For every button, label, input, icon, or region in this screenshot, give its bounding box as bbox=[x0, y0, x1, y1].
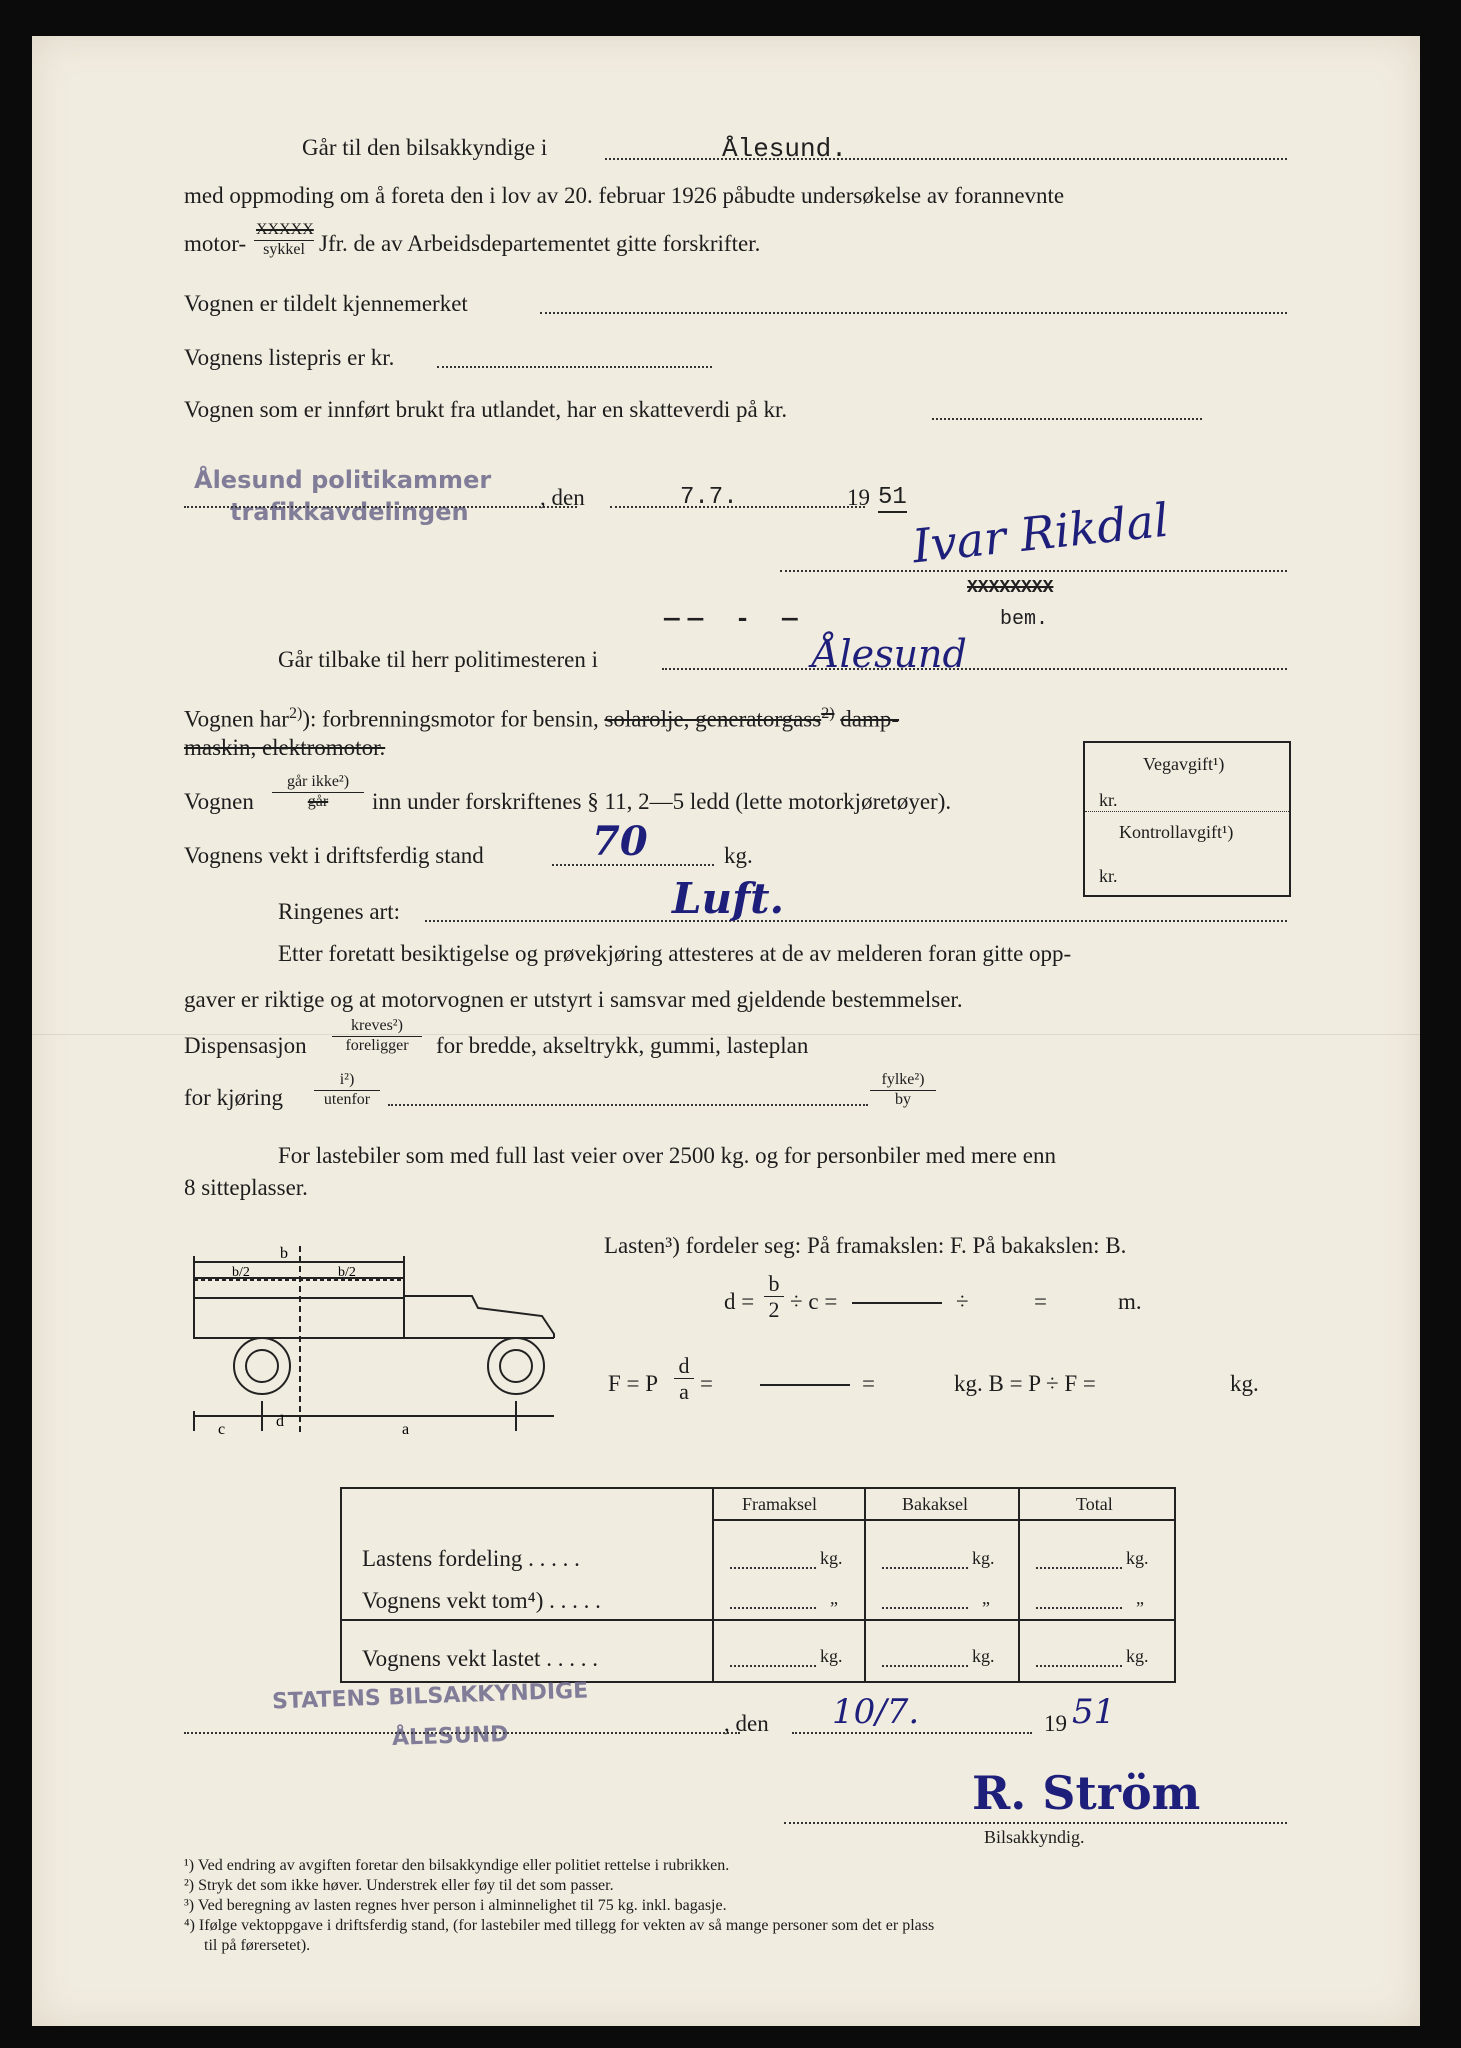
police-stamp-line1: Ålesund politikammer bbox=[194, 466, 492, 494]
goes-text: inn under forskriftenes § 11, 2—5 ledd (lette motorkjøretøyer). bbox=[372, 789, 952, 814]
inspector-stamp-line1: STATENS BILSAKKYNDIGE bbox=[271, 1678, 589, 1715]
import-label: Vognen som er innført brukt fra utlandet, har en skatteverdi på kr. bbox=[184, 397, 788, 422]
cell-unit: „ bbox=[830, 1588, 838, 1608]
for-fraction bbox=[314, 1072, 380, 1109]
weight-value: 70 bbox=[592, 818, 648, 865]
eq-d-div: ÷ bbox=[956, 1289, 969, 1314]
cell-line bbox=[730, 1665, 816, 1667]
police-signature-line bbox=[780, 570, 1287, 572]
truck-diagram bbox=[182, 1216, 602, 1476]
cell-line bbox=[882, 1607, 968, 1609]
police-title-typed: XXXXXXXX bbox=[967, 578, 1054, 598]
engine-struck-sup: 2) bbox=[821, 705, 835, 722]
inspector-place-line bbox=[184, 1732, 740, 1734]
table-vline-3 bbox=[1018, 1489, 1020, 1681]
cell-unit: kg. bbox=[972, 1646, 995, 1666]
goes-to-label: Går til den bilsakkyndige i bbox=[302, 135, 548, 160]
disp-text: for bredde, akseltrykk, gummi, lasteplan bbox=[436, 1033, 809, 1058]
footnote-4: ⁴) Ifølge vektoppgave i driftsferdig stand, (for lastebiler med tillegg for vekten av så mange personer som det er plass bbox=[184, 1917, 935, 1934]
request-line: med oppmoding om å foreta den i lov av 20. februar 1926 påbudte undersøkelse av forannevnte bbox=[184, 183, 1065, 208]
tyres-line bbox=[425, 920, 1287, 922]
eq-f-lhs: F = P bbox=[608, 1371, 659, 1396]
footnote-2: ²) Stryk det som ikke høver. Understrek eller føy til det som passer. bbox=[184, 1877, 614, 1894]
fee-box bbox=[1083, 741, 1291, 897]
goes-to-line bbox=[605, 158, 1287, 160]
police-signature: Ivar Rikdal bbox=[909, 492, 1172, 574]
front-wheel bbox=[488, 1338, 544, 1394]
rear-wheel bbox=[234, 1338, 290, 1394]
tyres-value: Luft. bbox=[672, 874, 785, 923]
goes-frac-num: går ikke²) bbox=[272, 774, 364, 793]
cell-unit: kg. bbox=[1126, 1548, 1149, 1568]
cell-line bbox=[1036, 1665, 1122, 1667]
rear-wheel-hub bbox=[246, 1350, 278, 1382]
cell-unit: „ bbox=[1136, 1588, 1144, 1608]
document-page bbox=[32, 36, 1420, 2026]
eq-d-unit: m. bbox=[1118, 1289, 1142, 1314]
county-frac-num: fylke²) bbox=[870, 1072, 936, 1091]
engine-struck-3: maskin, elektromotor. bbox=[184, 735, 386, 760]
police-den-label: , den bbox=[540, 485, 585, 510]
inspector-date-line bbox=[792, 1732, 1032, 1734]
weight-unit: kg. bbox=[724, 843, 753, 868]
vegavgift-label: Vegavgift¹) bbox=[1143, 754, 1225, 774]
goes-label: Vognen bbox=[184, 789, 254, 814]
goes-to-value: Ålesund. bbox=[722, 134, 847, 164]
table-vline-1 bbox=[712, 1489, 714, 1681]
table-vline-2 bbox=[864, 1489, 866, 1681]
back-line bbox=[662, 668, 1287, 670]
engine-text: ): forbrenningsmotor for bensin, bbox=[302, 706, 599, 732]
disp-frac-den: foreligger bbox=[345, 1036, 409, 1054]
cell-line bbox=[730, 1567, 816, 1569]
eq-d-b: b bbox=[764, 1272, 784, 1297]
inspector-year-value: 51 bbox=[1072, 1692, 1116, 1732]
engine-label-sup: 2) bbox=[288, 705, 303, 722]
county-fraction bbox=[870, 1072, 936, 1109]
weight-label: Vognens vekt i driftsferdig stand bbox=[184, 843, 484, 868]
eq-d-lhs: d = bbox=[724, 1289, 755, 1314]
load-distribution-label: Lasten³) fordeler seg: På framakslen: F. På bakakslen: B. bbox=[604, 1233, 1127, 1258]
fig-label-b2a: b/2 bbox=[232, 1265, 250, 1280]
list-price-line bbox=[437, 366, 712, 368]
back-value: Ålesund bbox=[812, 632, 967, 676]
cell-line bbox=[1036, 1567, 1122, 1569]
import-line bbox=[932, 418, 1202, 420]
for-line bbox=[388, 1104, 868, 1106]
vegavgift-kr: kr. bbox=[1099, 790, 1118, 810]
row-label-tom: Vognens vekt tom⁴) . . . . . bbox=[362, 1588, 601, 1613]
footnote-1: ¹) Ved endring av avgiften foretar den bilsakkyndige eller politiet rettelse i rubrikken. bbox=[184, 1857, 730, 1874]
fig-label-a: a bbox=[402, 1421, 410, 1438]
eq-f-eq2: = bbox=[862, 1371, 875, 1396]
load-table bbox=[340, 1487, 1176, 1683]
eq-d-eq: = bbox=[1034, 1289, 1047, 1314]
fig-label-b: b bbox=[280, 1245, 288, 1262]
kontrollavgift-label: Kontrollavgift¹) bbox=[1119, 822, 1234, 842]
eq-d-rhs: ÷ c = bbox=[790, 1289, 838, 1314]
for-frac-num: i²) bbox=[314, 1072, 380, 1091]
inspector-date-value: 10/7. bbox=[832, 1692, 920, 1732]
eq-f-fraction bbox=[674, 1354, 694, 1403]
police-bem-typed: bem. bbox=[1000, 608, 1049, 631]
motor-frac-num: XXXXX bbox=[254, 222, 314, 241]
police-stamp-line2: trafikkavdelingen bbox=[230, 498, 469, 526]
goes-fraction bbox=[272, 774, 364, 811]
cell-unit: kg. bbox=[820, 1646, 843, 1666]
attest-line1: Etter foretatt besiktigelse og prøvekjøring attesteres at de av melderen foran gitte opp- bbox=[278, 941, 1072, 966]
disp-fraction bbox=[332, 1018, 422, 1055]
eq-f-blank bbox=[760, 1384, 850, 1386]
col-header-framaksel: Framaksel bbox=[742, 1494, 817, 1514]
fig-label-d: d bbox=[276, 1413, 284, 1430]
truck-intro1: For lastebiler som med full last veier over 2500 kg. og for personbiler med mere enn bbox=[278, 1143, 1056, 1168]
vegavgift-line bbox=[1085, 811, 1289, 812]
eq-f-a: a bbox=[679, 1379, 689, 1405]
for-frac-den: utenfor bbox=[323, 1090, 371, 1108]
engine-label-text: Vognen har bbox=[184, 706, 289, 732]
footnote-4-cont: til på førersetet). bbox=[184, 1937, 311, 1954]
goes-frac-den: går bbox=[307, 792, 329, 810]
kontrollavgift-kr: kr. bbox=[1099, 866, 1118, 886]
engine-struck-2: damp- bbox=[840, 706, 900, 732]
inspector-title: Bilsakkyndig. bbox=[984, 1827, 1085, 1847]
eq-d-blank-1 bbox=[852, 1302, 942, 1304]
fig-label-b2b: b/2 bbox=[338, 1265, 356, 1280]
back-label: Går tilbake til herr politimesteren i bbox=[278, 647, 598, 672]
motor-fraction bbox=[254, 222, 314, 259]
list-price-label: Vognens listepris er kr. bbox=[184, 345, 395, 370]
attest-line2: gaver er riktige og at motorvognen er utstyrt i samsvar med gjeldende bestemmelser. bbox=[184, 987, 963, 1012]
cell-line bbox=[882, 1665, 968, 1667]
cell-unit: kg. bbox=[972, 1548, 995, 1568]
inspector-den-label: , den bbox=[724, 1711, 769, 1736]
table-header-line bbox=[712, 1519, 1174, 1521]
plate-label: Vognen er tildelt kjennemerket bbox=[184, 291, 468, 316]
col-header-total: Total bbox=[1076, 1494, 1113, 1514]
engine-struck-1: solarolje, generatorgass bbox=[604, 706, 822, 732]
cell-unit: kg. bbox=[1126, 1646, 1149, 1666]
eq-f-d: d bbox=[674, 1354, 694, 1379]
col-header-bakaksel: Bakaksel bbox=[902, 1494, 968, 1514]
eq-f-eq: = bbox=[700, 1371, 713, 1396]
for-label: for kjøring bbox=[184, 1085, 284, 1110]
fig-label-c: c bbox=[218, 1421, 226, 1438]
police-date-value: 7.7. bbox=[680, 484, 738, 511]
inspector-signature: R. Ström bbox=[972, 1766, 1201, 1820]
truck-cab bbox=[404, 1296, 554, 1338]
eq-f-unit2: kg. bbox=[1230, 1371, 1259, 1396]
engine-label bbox=[184, 706, 899, 731]
motor-frac-den: sykkel bbox=[263, 240, 305, 258]
county-frac-den: by bbox=[895, 1090, 911, 1108]
cell-line bbox=[882, 1567, 968, 1569]
front-wheel-hub bbox=[500, 1350, 532, 1382]
eq-d-2: 2 bbox=[768, 1297, 780, 1323]
table-row-divider bbox=[342, 1619, 1174, 1621]
cell-line bbox=[730, 1607, 816, 1609]
eq-d-fraction bbox=[764, 1272, 784, 1321]
motor-suffix: Jfr. de av Arbeidsdepartementet gitte forskrifter. bbox=[319, 231, 761, 256]
plate-line bbox=[540, 312, 1287, 314]
truck-intro2: 8 sitteplasser. bbox=[184, 1175, 308, 1200]
dash-marks: —— - — bbox=[664, 604, 806, 634]
inspector-year-prefix: 19 bbox=[1044, 1711, 1067, 1736]
eq-f-unit: kg. B = P ÷ F = bbox=[954, 1371, 1096, 1396]
row-label-lastet: Vognens vekt lastet . . . . . bbox=[362, 1646, 598, 1671]
police-year-prefix: 19 bbox=[847, 485, 870, 510]
disp-label: Dispensasjon bbox=[184, 1033, 307, 1058]
cell-unit: „ bbox=[982, 1588, 990, 1608]
inspector-signature-line bbox=[784, 1822, 1287, 1824]
cell-line bbox=[1036, 1607, 1122, 1609]
tyres-label: Ringenes art: bbox=[278, 899, 400, 924]
police-year-value: 51 bbox=[878, 484, 907, 511]
motor-prefix: motor- bbox=[184, 231, 247, 256]
police-place-line bbox=[184, 506, 577, 508]
footnote-3: ³) Ved beregning av lasten regnes hver person i alminnelighet til 75 kg. inkl. bagasje. bbox=[184, 1897, 727, 1914]
inspector-stamp-line2: ÅLESUND bbox=[391, 1721, 509, 1752]
row-label-lastens: Lastens fordeling . . . . . bbox=[362, 1546, 580, 1571]
disp-frac-num: kreves²) bbox=[332, 1018, 422, 1037]
cell-unit: kg. bbox=[820, 1548, 843, 1568]
